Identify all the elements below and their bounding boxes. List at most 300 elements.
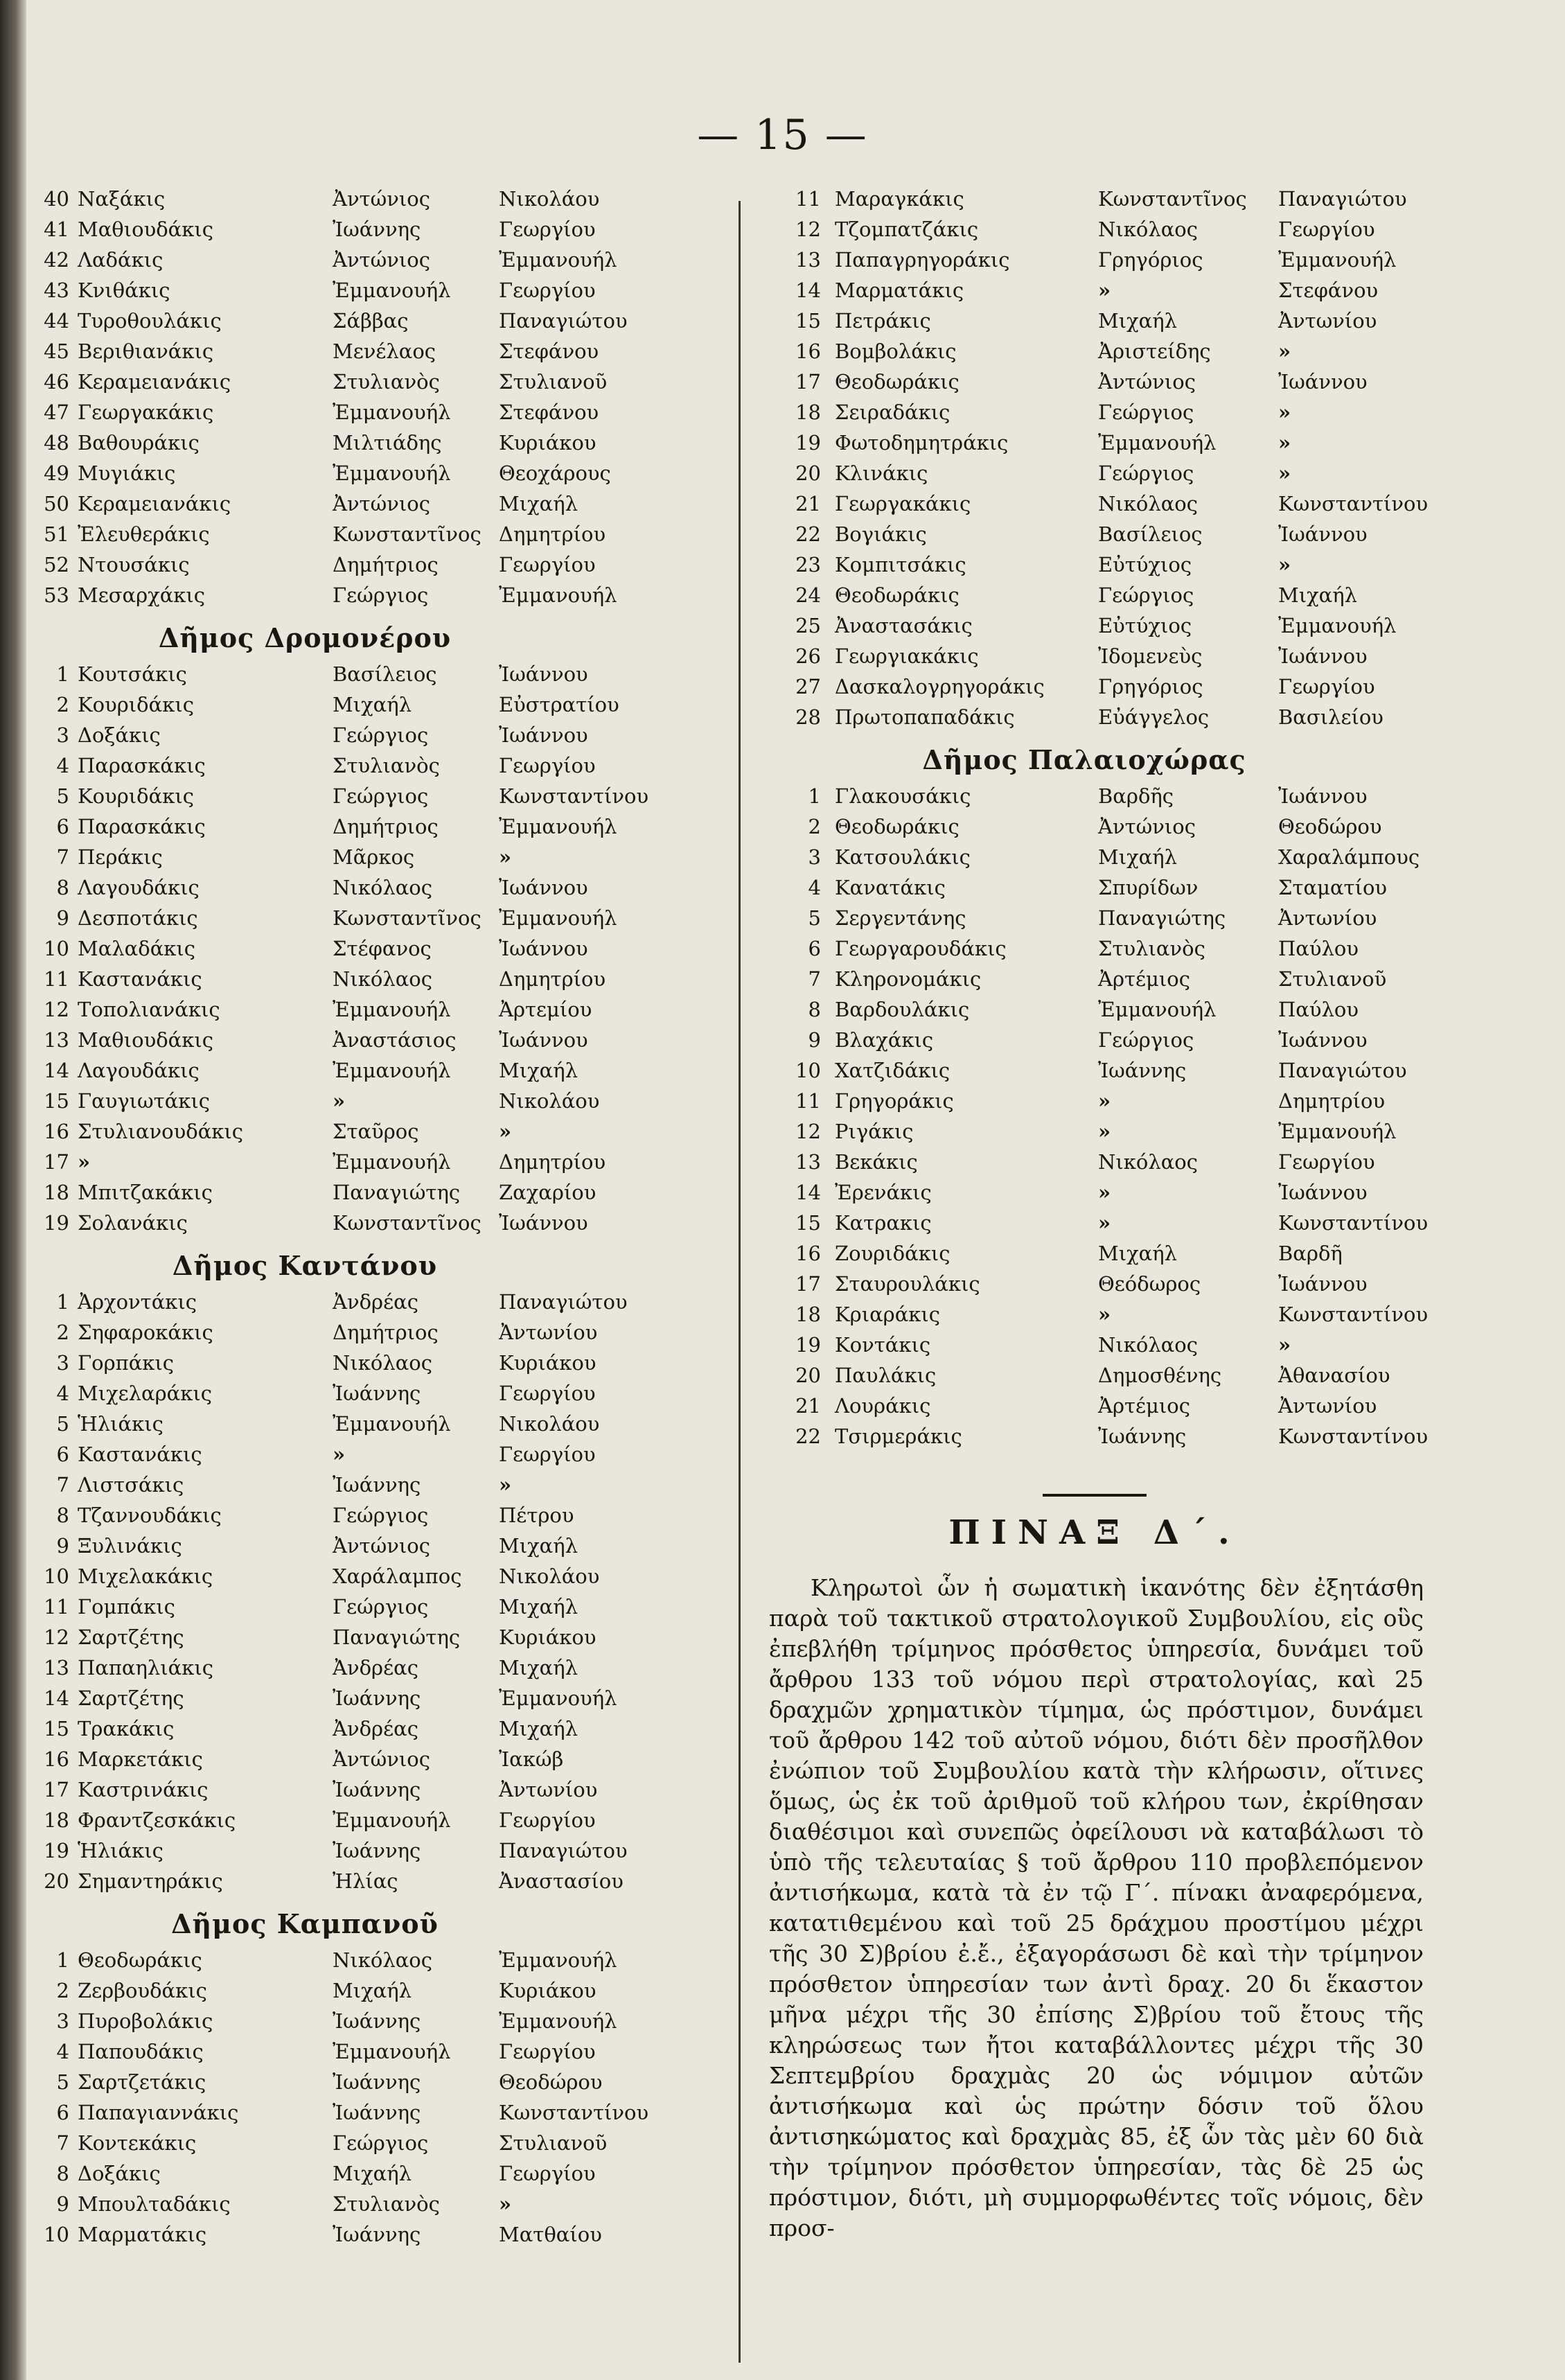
row-number: 1 [56, 1948, 69, 1972]
father-name: Θεοδώρου [499, 2070, 603, 2094]
conscript-row [42, 784, 693, 815]
surname: Βομβολάκις [835, 340, 957, 363]
first-name: Νικόλαος [333, 967, 432, 991]
conscript-row [738, 644, 1451, 675]
conscript-row [42, 1120, 693, 1150]
conscript-row [42, 522, 693, 553]
conscript-row [42, 2192, 693, 2223]
surname: Λουράκις [835, 1394, 931, 1418]
surname: Γρηγοράκις [835, 1089, 954, 1113]
conscript-row [42, 1656, 693, 1686]
first-name: » [1098, 1181, 1111, 1204]
surname: Κατσουλάκις [835, 845, 971, 869]
conscript-row [42, 1351, 693, 1382]
surname: Γεωργακάκις [78, 400, 214, 424]
conscript-row [738, 218, 1451, 248]
district-heading: Δῆμος Καντάνου [172, 1250, 438, 1281]
surname: Ντουσάκις [78, 553, 190, 576]
first-name: » [333, 1089, 346, 1113]
conscript-row [738, 1425, 1451, 1455]
conscript-row [42, 754, 693, 784]
first-name: Ἰωάννης [333, 2070, 421, 2094]
father-name: Ἀναστασίου [499, 1869, 624, 1893]
father-name: Γεωργίου [499, 279, 596, 302]
father-name: Δημητρίου [499, 522, 606, 546]
first-name: Ἀντώνιος [333, 492, 430, 515]
conscript-row [42, 1948, 693, 1979]
father-name: Κωνσταντίνου [499, 2101, 649, 2124]
father-name: Γεωργίου [1278, 218, 1375, 241]
row-number: 17 [795, 1272, 821, 1296]
first-name: Σταῦρος [333, 1120, 419, 1143]
father-name: Νικολάου [499, 1412, 600, 1436]
conscript-row [42, 1625, 693, 1656]
surname: Σημαντηράκις [78, 1869, 223, 1893]
first-name: » [1098, 1089, 1111, 1113]
surname: Ἀναστασάκις [835, 614, 973, 637]
first-name: Γεώργιος [333, 2131, 429, 2155]
conscript-row [738, 583, 1451, 614]
conscript-row [42, 876, 693, 906]
first-name: Νικόλαος [333, 1948, 432, 1972]
surname: Δασκαλογρηγοράκις [835, 675, 1045, 698]
first-name: Στέφανος [333, 937, 432, 960]
father-name: Ἐμμανουήλ [499, 1948, 617, 1972]
surname: Λιστσάκις [78, 1473, 184, 1497]
first-name: Ἰωάννης [1098, 1425, 1187, 1448]
right-column [738, 187, 1451, 2244]
father-name: Μιχαήλ [499, 1059, 578, 1082]
father-name: Ἀντωνίου [1278, 906, 1377, 930]
conscript-row [42, 1290, 693, 1321]
conscript-row [42, 845, 693, 876]
row-number: 41 [44, 218, 69, 241]
first-name: Ἀνδρέας [333, 1656, 418, 1680]
surname: Μαθιουδάκις [78, 218, 213, 241]
father-name: Γεωργίου [499, 754, 596, 777]
surname: Τρακάκις [78, 1717, 175, 1740]
first-name: Ἰωάννης [333, 1473, 421, 1497]
father-name: Ἐμμανουήλ [1278, 248, 1397, 272]
row-number: 3 [56, 1351, 69, 1375]
father-name: Δημητρίου [1278, 1089, 1386, 1113]
first-name: Ἰωάννης [333, 1778, 421, 1801]
conscript-row [42, 492, 693, 522]
row-number: 7 [56, 2131, 69, 2155]
father-name: » [1278, 431, 1291, 455]
father-name: » [1278, 1333, 1291, 1357]
conscript-row [42, 2070, 693, 2101]
first-name: » [1098, 1211, 1111, 1235]
conscript-row [42, 1686, 693, 1717]
first-name: Παναγιώτης [333, 1625, 461, 1649]
row-number: 20 [795, 461, 821, 485]
row-number: 18 [44, 1181, 69, 1204]
row-number: 3 [56, 723, 69, 747]
conscript-row [42, 1504, 693, 1534]
first-name: Ἐμμανουήλ [333, 998, 451, 1021]
row-number: 19 [795, 431, 821, 455]
conscript-row [42, 2131, 693, 2162]
father-name: » [499, 1473, 512, 1497]
surname: Καστανάκις [78, 1443, 202, 1466]
row-number: 6 [56, 1443, 69, 1466]
first-name: Ἀνδρέας [333, 1290, 418, 1314]
conscript-row [42, 553, 693, 583]
father-name: Ἰωάννου [499, 876, 588, 899]
surname: Μπιτζακάκις [78, 1181, 213, 1204]
first-name: Ἰωάννης [333, 2009, 421, 2033]
father-name: » [499, 1120, 512, 1143]
father-name: Ἀρτεμίου [499, 998, 592, 1021]
surname: Στυλιανουδάκις [78, 1120, 244, 1143]
first-name: Γρηγόριος [1098, 248, 1203, 272]
row-number: 20 [795, 1364, 821, 1387]
conscript-row [738, 1242, 1451, 1272]
father-name: Παναγιώτου [499, 309, 628, 333]
father-name: Στεφάνου [499, 340, 599, 363]
conscript-row [42, 1412, 693, 1443]
father-name: Ἰωάννου [499, 1211, 588, 1235]
first-name: Ἐμμανουήλ [1098, 998, 1217, 1021]
row-number: 18 [795, 1303, 821, 1326]
row-number: 17 [795, 370, 821, 394]
row-number: 47 [44, 400, 69, 424]
conscript-row [42, 1839, 693, 1869]
conscript-row [738, 370, 1451, 400]
conscript-row [42, 1717, 693, 1747]
row-number: 13 [795, 1150, 821, 1174]
conscript-row [738, 967, 1451, 998]
first-name: Κωνσταντῖνος [1098, 187, 1247, 211]
first-name: Ἀντώνιος [333, 187, 430, 211]
row-number: 14 [795, 279, 821, 302]
father-name: Ἰωάννου [499, 662, 588, 686]
description-paragraph: Κληρωτοὶ ὧν ἡ σωματικὴ ἱκανότης δὲν ἐξητάσθη παρὰ τοῦ τακτικοῦ στρατολογικοῦ Συμβουλίου, εἰς οὓς ἐπεβλήθη τρίμηνος πρόσθετος ὑπηρεσία, δυνάμει τοῦ ἄρθρου 133 τοῦ νόμου περὶ στρατολογίας, καὶ 25 δραχμῶν χρηματικὸν τίμημα, ὡς πρόστιμον, δυνάμει τοῦ ἄρθρου 142 τοῦ αὐτοῦ νόμου, διότι δὲν προσῆλθον ἐνώπιον τοῦ Συμβουλίου κατὰ τὴν κλήρωσιν, οἵτινες ὅμως, ὡς ἐκ τοῦ ἀριθμοῦ τοῦ κλήρου των, ἐκρίθησαν διαθέσιμοι καὶ συνεπῶς ὀφείλουσι νὰ καταβάλωσι τὸ ὑπὸ τῆς τελευταίας § τοῦ ἄρθρου 110 προβλεπόμενον ἀντισήκωμα, κατὰ τὰ ἐν τῷ Γ΄. πίνακι ἀναφερόμενα, κατατιθεμένου καὶ τοῦ 25 δράχμου προστίμου μέχρι τῆς 30 Σ)βρίου ἐ.ἔ., ἐξαγοράσωσι δὲ καὶ τὴν τρίμηνον πρόσθετον ὑπηρεσίαν των ἀντὶ δραχ. 20 δι ἕκαστον μῆνα μέχρι τῆς 30 ἐπίσης Σ)βρίου τοῦ ἔτους τῆς κληρώσεως των ἤτοι καταβάλλοντες μέχρι τῆς 30 Σεπτεμβρίου δραχμὰς 20 ὡς νόμιμον αὐτῶν ἀντισήκωμα καὶ ὡς πρώτην δόσιν τοῦ ὅλου ἀντισηκώματος καὶ δραχμὰς 85, ἐξ ὧν τὰς μὲν 60 διὰ τὴν τρίμηνον πρόσθετον ὑπηρεσίαν, τὰς δὲ 25 ὡς πρόστιμον, διότι, μὴ συμμορφωθέντες τοῖς νόμοις, δὲν προσ- [769, 1574, 1424, 2241]
father-name: Μιχαήλ [499, 492, 578, 515]
surname: Βεριθιανάκις [78, 340, 214, 363]
conscript-row [42, 1028, 693, 1059]
conscript-row [738, 845, 1451, 876]
left-column [42, 187, 693, 2253]
section-rule [1043, 1494, 1147, 1497]
row-number: 21 [795, 492, 821, 515]
row-number: 20 [44, 1869, 69, 1893]
first-name: Δημήτριος [333, 1321, 439, 1344]
row-number: 22 [795, 522, 821, 546]
father-name: Δημητρίου [499, 1150, 606, 1174]
first-name: Ἰωάννης [333, 1839, 421, 1862]
row-number: 7 [56, 845, 69, 869]
first-name: Κωνσταντῖνος [333, 906, 481, 930]
district-heading: Δῆμος Παλαιοχώρας [922, 744, 1246, 775]
first-name: Ἰωάννης [333, 1686, 421, 1710]
row-number: 2 [56, 1321, 69, 1344]
first-name: Δημοσθένης [1098, 1364, 1222, 1387]
father-name: Γεωργίου [499, 218, 596, 241]
first-name: Ἐμμανουήλ [333, 2040, 451, 2063]
surname: Γεωργιακάκις [835, 644, 979, 668]
surname: Σαρτζέτης [78, 1686, 184, 1710]
surname: Μεσαρχάκις [78, 583, 206, 607]
row-number: 14 [795, 1181, 821, 1204]
father-name: Ἰωάννου [1278, 370, 1368, 394]
surname: Σαρτζετάκις [78, 2070, 206, 2094]
row-number: 6 [56, 815, 69, 838]
first-name: Ἀριστείδης [1098, 340, 1211, 363]
first-name: Χαράλαμπος [333, 1564, 462, 1588]
row-number: 23 [795, 553, 821, 576]
conscript-row [738, 998, 1451, 1028]
conscript-row [42, 2162, 693, 2192]
surname: Τζομπατζάκις [835, 218, 979, 241]
first-name: Ἐμμανουήλ [333, 1412, 451, 1436]
conscript-row [42, 583, 693, 614]
father-name: Ἐμμανουήλ [1278, 1120, 1397, 1143]
conscript-row [42, 967, 693, 998]
row-number: 5 [56, 1412, 69, 1436]
surname: Παπουδάκις [78, 2040, 204, 2063]
surname: Μιχελαράκις [78, 1382, 212, 1405]
father-name: Παναγιώτου [499, 1290, 628, 1314]
father-name: Στυλιανοῦ [499, 2131, 608, 2155]
father-name: Κυριάκου [499, 1625, 596, 1649]
father-name: Ἰακώβ [499, 1747, 564, 1771]
row-number: 2 [808, 815, 821, 838]
surname: Παπαηλιάκις [78, 1656, 213, 1680]
conscript-row [42, 309, 693, 340]
conscript-row [738, 906, 1451, 937]
row-number: 14 [44, 1059, 69, 1082]
surname: Σεργεντάνης [835, 906, 966, 930]
row-number: 15 [44, 1089, 69, 1113]
first-name: Σάββας [333, 309, 409, 333]
father-name: Πέτρου [499, 1504, 574, 1527]
surname: Δοξάκις [78, 723, 161, 747]
father-name: Κωνσταντίνου [499, 784, 649, 808]
surname: Καστρινάκις [78, 1778, 209, 1801]
row-number: 4 [56, 2040, 69, 2063]
row-number: 25 [795, 614, 821, 637]
row-number: 28 [795, 705, 821, 729]
conscript-row [738, 340, 1451, 370]
father-name: Εὐστρατίου [499, 693, 619, 716]
row-number: 1 [56, 662, 69, 686]
conscript-row [738, 187, 1451, 218]
row-number: 1 [808, 784, 821, 808]
first-name: Παναγιώτης [333, 1181, 461, 1204]
row-number: 11 [795, 1089, 821, 1113]
first-name: Εὐτύχιος [1098, 614, 1192, 637]
conscript-row [42, 906, 693, 937]
first-name: Στυλιανὸς [1098, 937, 1205, 960]
first-name: Ἐμμανουήλ [333, 400, 451, 424]
surname: Πυροβολάκις [78, 2009, 213, 2033]
row-number: 16 [44, 1747, 69, 1771]
row-number: 10 [795, 1059, 821, 1082]
conscript-row [738, 1150, 1451, 1181]
father-name: Βαρδῆ [1278, 1242, 1343, 1265]
surname: Καστανάκις [78, 967, 202, 991]
conscript-row [42, 1473, 693, 1504]
row-number: 15 [795, 309, 821, 333]
row-number: 46 [44, 370, 69, 394]
first-name: Γεώργιος [333, 784, 429, 808]
row-number: 9 [56, 906, 69, 930]
conscript-row [738, 461, 1451, 492]
row-number: 17 [44, 1150, 69, 1174]
conscript-row [738, 522, 1451, 553]
father-name: Ἰωάννου [1278, 784, 1368, 808]
father-name: Νικολάου [499, 1564, 600, 1588]
conscript-row [738, 553, 1451, 583]
conscript-row [42, 1595, 693, 1625]
row-number: 1 [56, 1290, 69, 1314]
first-name: Κωνσταντῖνος [333, 1211, 481, 1235]
father-name: Ἀντωνίου [1278, 1394, 1377, 1418]
surname: Παρασκάκις [78, 754, 206, 777]
first-name: Γεώργιος [333, 723, 429, 747]
conscript-row [738, 309, 1451, 340]
father-name: Παναγιώτου [499, 1839, 628, 1862]
surname: » [78, 1150, 91, 1174]
first-name: Γεώργιος [1098, 400, 1194, 424]
conscript-row [738, 1181, 1451, 1211]
conscript-row [42, 1778, 693, 1808]
surname: Κλινάκις [835, 461, 928, 485]
father-name: Ἰωάννου [499, 1028, 588, 1052]
father-name: Μιχαήλ [1278, 583, 1357, 607]
row-number: 9 [56, 2192, 69, 2216]
row-number: 4 [56, 1382, 69, 1405]
conscript-row [42, 1564, 693, 1595]
surname: Κουριδάκις [78, 784, 194, 808]
father-name: Νικολάου [499, 1089, 600, 1113]
first-name: Γρηγόριος [1098, 675, 1203, 698]
father-name: Κωνσταντίνου [1278, 1303, 1429, 1326]
surname: Σηφαροκάκις [78, 1321, 213, 1344]
surname: Περάκις [78, 845, 163, 869]
row-number: 22 [795, 1425, 821, 1448]
row-number: 19 [44, 1839, 69, 1862]
conscript-row [42, 998, 693, 1028]
first-name: Ἀντώνιος [1098, 815, 1196, 838]
father-name: Ἐμμανουήλ [499, 2009, 617, 2033]
row-number: 19 [795, 1333, 821, 1357]
first-name: Δημήτριος [333, 553, 439, 576]
row-number: 10 [44, 1564, 69, 1588]
row-number: 11 [44, 967, 69, 991]
row-number: 49 [44, 461, 69, 485]
father-name: Γεωργίου [499, 1382, 596, 1405]
conscript-row [42, 2223, 693, 2253]
father-name: Κωνσταντίνου [1278, 1425, 1429, 1448]
father-name: Γεωργίου [499, 1443, 596, 1466]
row-number: 6 [56, 2101, 69, 2124]
district-heading: Δῆμος Δρομονέρου [158, 622, 452, 653]
row-number: 4 [808, 876, 821, 899]
first-name: Μᾶρκος [333, 845, 415, 869]
surname: Ἡλιάκις [78, 1839, 163, 1862]
first-name: Γεώργιος [1098, 583, 1194, 607]
conscript-row [42, 218, 693, 248]
first-name: Νικόλαος [1098, 1333, 1198, 1357]
father-name: Κυριάκου [499, 431, 596, 455]
first-name: Ἐμμανουήλ [333, 1808, 451, 1832]
father-name: Ἀθανασίου [1278, 1364, 1390, 1387]
row-number: 2 [56, 1979, 69, 2002]
row-number: 12 [44, 998, 69, 1021]
conscript-row [42, 693, 693, 723]
father-name: Ἐμμανουήλ [499, 583, 617, 607]
conscript-row [738, 614, 1451, 644]
surname: Μαρματάκις [835, 279, 964, 302]
first-name: Γεώργιος [1098, 1028, 1194, 1052]
father-name: Θεοδώρου [1278, 815, 1382, 838]
first-name: Ἀνδρέας [333, 1717, 418, 1740]
first-name: Ἀντώνιος [333, 248, 430, 272]
surname: Γεωργακάκις [835, 492, 971, 515]
row-number: 12 [795, 218, 821, 241]
first-name: Βασίλειος [1098, 522, 1203, 546]
row-number: 48 [44, 431, 69, 455]
surname: Δεσποτάκις [78, 906, 198, 930]
surname: Παρασκάκις [78, 815, 206, 838]
conscript-row [42, 937, 693, 967]
conscript-row [738, 1333, 1451, 1364]
row-number: 53 [44, 583, 69, 607]
conscript-row [738, 1120, 1451, 1150]
first-name: Ἰδομενεὺς [1098, 644, 1203, 668]
surname: Ναξάκις [78, 187, 166, 211]
surname: Ἐρενάκις [835, 1181, 932, 1204]
father-name: Κυριάκου [499, 1351, 596, 1375]
conscript-row [738, 705, 1451, 736]
father-name: Στυλιανοῦ [499, 370, 608, 394]
conscript-row [42, 723, 693, 754]
father-name: Κυριάκου [499, 1979, 596, 2002]
first-name: Μιχαήλ [1098, 309, 1177, 333]
row-number: 14 [44, 1686, 69, 1710]
surname: Κεραμειανάκις [78, 492, 231, 515]
father-name: Ἰωάννου [499, 937, 588, 960]
father-name: Μιχαήλ [499, 1656, 578, 1680]
conscript-row [42, 1443, 693, 1473]
row-number: 18 [44, 1808, 69, 1832]
conscript-row [42, 1321, 693, 1351]
first-name: » [1098, 1303, 1111, 1326]
row-number: 5 [808, 906, 821, 930]
row-number: 45 [44, 340, 69, 363]
surname: Γομπάκις [78, 1595, 175, 1619]
first-name: Ἰωάννης [1098, 1059, 1187, 1082]
row-number: 7 [56, 1473, 69, 1497]
conscript-row [42, 370, 693, 400]
surname: Πετράκις [835, 309, 931, 333]
conscript-row [42, 431, 693, 461]
father-name: Ζαχαρίου [499, 1181, 596, 1204]
father-name: Κωνσταντίνου [1278, 492, 1429, 515]
father-name: » [1278, 461, 1291, 485]
first-name: Ἰωάννης [333, 1382, 421, 1405]
surname: Πρωτοπαπαδάκις [835, 705, 1015, 729]
first-name: Μιχαήλ [1098, 845, 1177, 869]
surname: Κουριδάκις [78, 693, 194, 716]
first-name: Νικόλαος [333, 876, 432, 899]
surname: Κοντεκάκις [78, 2131, 197, 2155]
surname: Θεοδωράκις [835, 815, 960, 838]
conscript-row [42, 1150, 693, 1181]
